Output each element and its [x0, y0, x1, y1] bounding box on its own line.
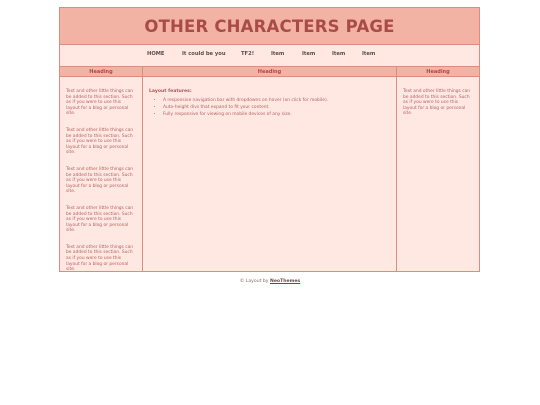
footer-link-neothemes[interactable]: NeoThemes: [269, 279, 301, 284]
left-sidebar-body: [60, 77, 142, 273]
main-content: [143, 66, 397, 271]
nav-item-it-could-be-you[interactable]: It could be you: [182, 51, 226, 57]
feature-item: • A responsive navigation bar with dropdowns on hover (on click for mobile).: [163, 97, 390, 104]
left-sidebar-heading: Heading: [60, 66, 142, 77]
page-container: [59, 7, 480, 272]
nav-item-tf2[interactable]: TF2!: [241, 51, 255, 57]
sidebar-text: Text and other little things can be added to this section. Such as if you were to use this layout for a blog or personal site.: [403, 89, 471, 117]
main-body: [143, 77, 396, 119]
features-list: [149, 97, 390, 119]
main-heading: Heading: [143, 66, 396, 77]
left-sidebar: [60, 66, 143, 271]
right-sidebar: [397, 66, 479, 271]
navigation-bar: [59, 45, 480, 66]
nav-item-item-2[interactable]: Item: [302, 51, 316, 57]
nav-item-home[interactable]: HOME: [147, 51, 165, 57]
feature-item: • Auto-height divs that expand to fit your content.: [163, 104, 390, 111]
page-footer: [0, 279, 540, 284]
nav-item-item-4[interactable]: Item: [362, 51, 376, 57]
page-title: OTHER CHARACTERS PAGE: [144, 16, 395, 36]
nav-item-item-1[interactable]: Item: [271, 51, 285, 57]
features-title: Layout features:: [149, 89, 192, 94]
right-sidebar-body: [397, 77, 479, 117]
page-header: [59, 7, 480, 45]
nav-item-item-3[interactable]: Item: [332, 51, 346, 57]
sidebar-text: Text and other little things can be added to this section. Such as if you were to use this layout for a blog or personal site.: [66, 89, 134, 117]
content-columns: [59, 66, 480, 272]
sidebar-text: Text and other little things can be added to this section. Such as if you were to use this layout for a blog or personal site.: [66, 127, 134, 156]
footer-credit: © Layout by: [239, 279, 269, 284]
sidebar-text: Text and other little things can be added to this section. Such as if you were to use this layout for a blog or personal site.: [66, 205, 134, 234]
sidebar-text: Text and other little things can be added to this section. Such as if you were to use this layout for a blog or personal site.: [66, 244, 134, 273]
sidebar-text: Text and other little things can be added to this section. Such as if you were to use this layout for a blog or personal site.: [66, 166, 134, 195]
right-sidebar-heading: Heading: [397, 66, 479, 77]
feature-item: • Fully responsive for viewing on mobile devices of any size.: [163, 111, 390, 118]
